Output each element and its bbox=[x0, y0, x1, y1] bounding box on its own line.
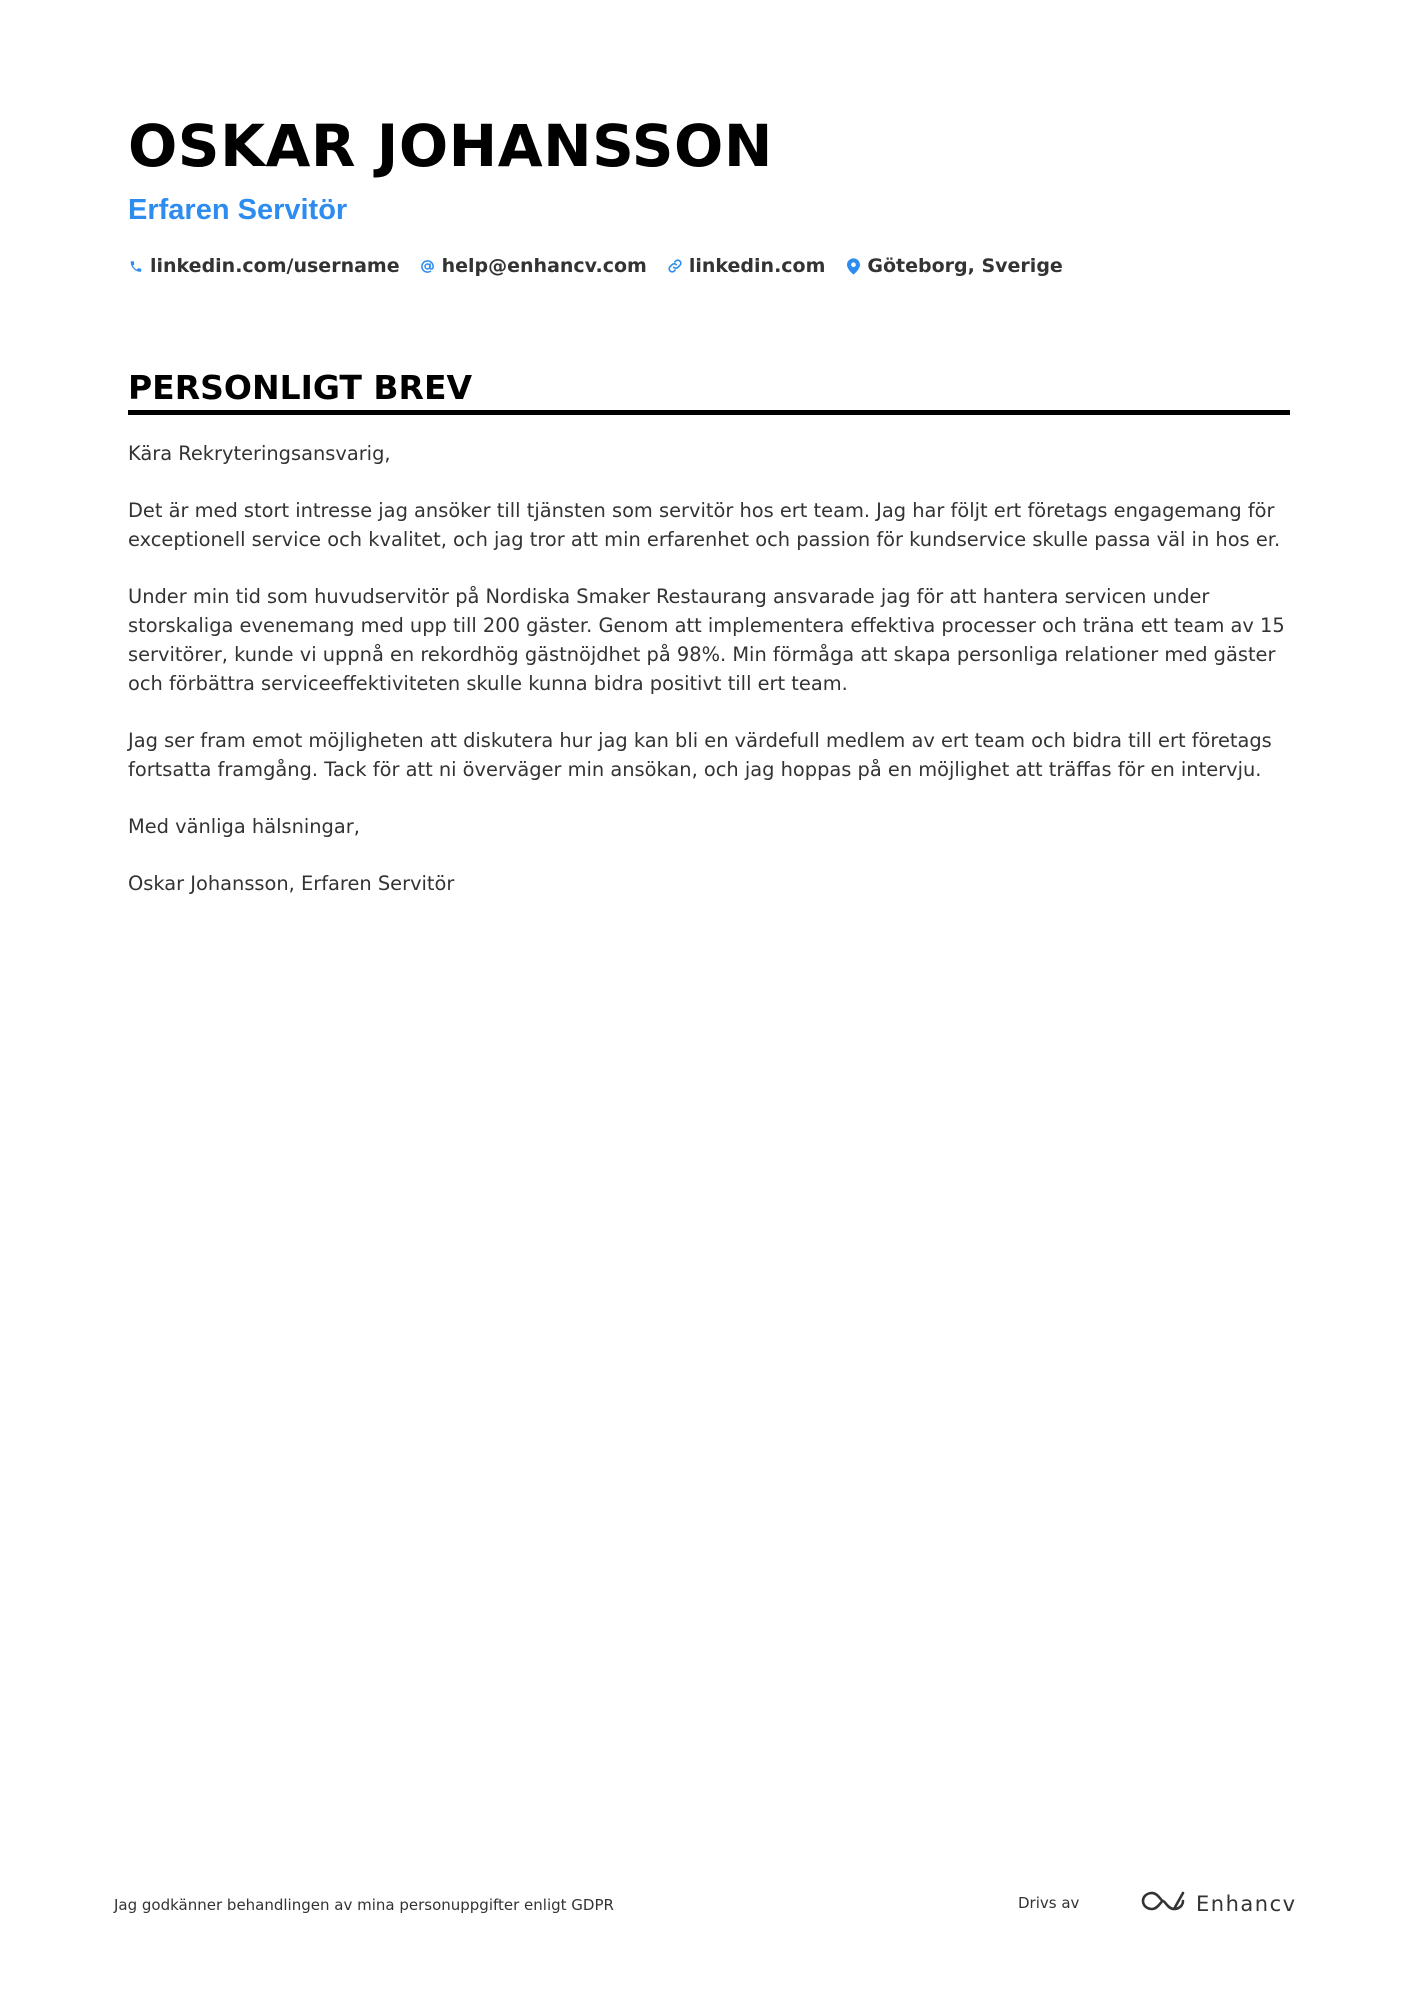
contact-bar bbox=[128, 252, 1063, 280]
letter-paragraph: Under min tid som huvudservitör på Nordiska Smaker Restaurang ansvarade jag för att hantera servicen under storskaliga evenemang med upp till 200 gäster. Genom att implementera effektiva processer och träna ett team av 15 servitörer, kunde vi uppnå en rekordhög gästnöjdhet på 98%. Min förmåga att skapa personliga relationer med gäster och förbättra serviceeffektiviteten skulle kunna bidra positivt till ert team. bbox=[128, 585, 1285, 695]
applicant-name: OSKAR JOHANSSON bbox=[128, 112, 773, 180]
powered-by-label: Drivs av bbox=[1018, 1894, 1080, 1912]
letter-body bbox=[128, 440, 1290, 928]
letter-paragraph: Jag ser fram emot möjligheten att diskutera hur jag kan bli en värdefull medlem av ert team och bidra till ert företags fortsatta framgång. Tack för att ni överväger min ansökan, och jag hoppas på en möjlighet att träffas för en intervju. bbox=[128, 728, 1272, 781]
at-icon bbox=[420, 257, 436, 275]
contact-linkedin[interactable] bbox=[667, 252, 826, 280]
letter-paragraph: Det är med stort intresse jag ansöker till tjänsten som servitör hos ert team. Jag har följt ert företags engagemang för exceptionell service och kvalitet, och jag tror att min erfarenhet och passion för kundservice skulle passa väl in hos er. bbox=[128, 499, 1281, 552]
job-title: Erfaren Servitör bbox=[128, 194, 348, 226]
contact-location-text: Göteborg, Sverige bbox=[867, 255, 1063, 277]
contact-phone[interactable] bbox=[128, 252, 400, 280]
section-title: PERSONLIGT BREV bbox=[128, 368, 473, 407]
section-divider bbox=[128, 410, 1290, 415]
letter-signature: Oskar Johansson, Erfaren Servitör bbox=[128, 872, 455, 896]
enhancv-logo-text: Enhancv bbox=[1196, 1891, 1297, 1916]
contact-email[interactable] bbox=[420, 252, 647, 280]
phone-icon bbox=[128, 257, 144, 275]
letter-greeting: Kära Rekryteringsansvarig, bbox=[128, 442, 391, 465]
contact-email-text: help@enhancv.com bbox=[441, 255, 647, 277]
contact-linkedin-text: linkedin.com bbox=[688, 255, 826, 277]
letter-closing: Med vänliga hälsningar, bbox=[128, 815, 360, 839]
contact-location bbox=[845, 252, 1062, 280]
enhancv-logo[interactable] bbox=[1140, 1888, 1297, 1919]
location-pin-icon bbox=[845, 257, 861, 275]
link-icon bbox=[667, 257, 683, 275]
enhancv-logo-icon bbox=[1140, 1888, 1186, 1919]
contact-phone-text: linkedin.com/username bbox=[150, 255, 400, 277]
gdpr-consent-text: Jag godkänner behandlingen av mina personuppgifter enligt GDPR bbox=[114, 1896, 614, 1914]
